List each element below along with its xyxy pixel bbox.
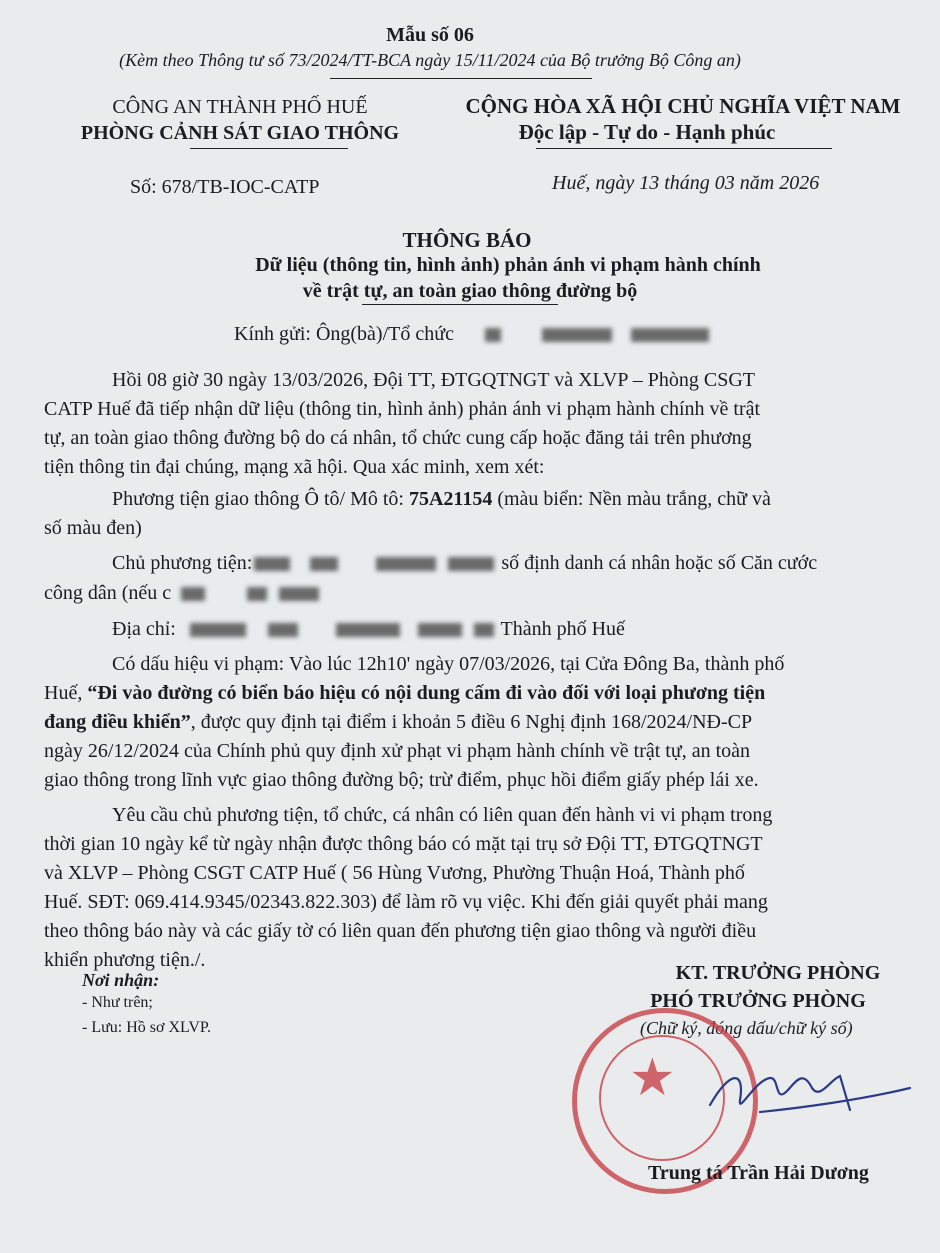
redacted-address: [268, 623, 298, 637]
signer-name: Trung tá Trần Hải Dương: [648, 1162, 869, 1184]
document-subtitle-line2: về trật tự, an toàn giao thông đường bộ: [302, 280, 638, 302]
violation-line1: Có dấu hiệu vi phạm: Vào lúc 12h10' ngày 07/03/2026, tại Cửa Đông Ba, thành phố: [112, 653, 785, 675]
national-motto: Độc lập - Tự do - Hạnh phúc: [518, 120, 776, 144]
request-line3: và XLVP – Phòng CSGT CATP Huế ( 56 Hùng Vương, Phường Thuận Hoá, Thành phố: [44, 862, 745, 884]
violation-line5: giao thông trong lĩnh vực giao thông đường bộ; trừ điểm, phục hồi điểm giấy phép lái xe.: [44, 769, 759, 791]
redacted-address: [336, 623, 400, 637]
redacted-recipient: [542, 328, 612, 342]
redacted-owner: [448, 557, 494, 571]
address-label: Địa chỉ:: [112, 618, 176, 640]
seal-star-icon: ★: [629, 1050, 676, 1107]
recipients-item-1: - Như trên;: [82, 994, 153, 1011]
violation-description: “Đi vào đường có biển báo hiệu có nội dung cấm đi vào đối với loại phương tiện: [87, 682, 766, 704]
request-line6: khiển phương tiện./.: [44, 949, 206, 971]
violation-line3: [44, 711, 752, 734]
recipient-label: Kính gửi: Ông(bà)/Tổ chức: [234, 323, 454, 345]
document-title: THÔNG BÁO: [402, 228, 532, 252]
vehicle-line: [112, 488, 771, 511]
violation-line2: [44, 682, 765, 705]
department-underline: [190, 148, 348, 149]
request-line1: Yêu cầu chủ phương tiện, tổ chức, cá nhân có liên quan đến hành vi vi phạm trong: [112, 804, 773, 826]
document-number: Số: 678/TB-IOC-CATP: [130, 176, 320, 198]
handwritten-signature: [700, 1050, 920, 1130]
para1-line3: tự, an toàn giao thông đường bộ do cá nhân, tổ chức cung cấp hoặc đăng tải trên phương: [44, 427, 752, 449]
document-subtitle-line1: Dữ liệu (thông tin, hình ảnh) phản ánh vi phạm hành chính: [255, 254, 761, 276]
vehicle-prefix: Phương tiện giao thông Ô tô/ Mô tô:: [112, 488, 409, 510]
signature-note: (Chữ ký, đóng dấu/chữ ký số): [640, 1018, 853, 1038]
owner-line2: [44, 582, 321, 605]
request-line2: thời gian 10 ngày kể từ ngày nhận được thông báo có mặt tại trụ sở Đội TT, ĐTGQTNGT: [44, 833, 763, 855]
para1-line2: CATP Huế đã tiếp nhận dữ liệu (thông tin, hình ảnh) phản ánh vi phạm hành chính về trật: [44, 398, 761, 420]
redacted-recipient: [485, 328, 501, 342]
form-number: Mẫu số 06: [386, 24, 474, 46]
recipients-item-2: - Lưu: Hồ sơ XLVP.: [82, 1019, 211, 1036]
recipient-line: [234, 323, 711, 346]
request-line5: theo thông báo này và các giấy tờ có liên quan đến phương tiện giao thông và người điều: [44, 920, 757, 942]
violation-line4: ngày 26/12/2024 của Chính phủ quy định xử phạt vi phạm hành chính về trật tự, an toàn: [44, 740, 751, 762]
address-line: [112, 618, 625, 641]
owner-label: Chủ phương tiện:: [112, 552, 253, 574]
address-city: Thành phố Huế: [500, 618, 625, 640]
redacted-id: [181, 587, 205, 601]
country-name: CỘNG HÒA XÃ HỘI CHỦ NGHĨA VIỆT NAM: [465, 94, 901, 118]
vehicle-line2: số màu đen): [44, 517, 142, 539]
redacted-address: [474, 623, 494, 637]
license-plate: 75A21154: [408, 488, 493, 510]
owner-suffix: số định danh cá nhân hoặc số Căn cước: [496, 552, 818, 574]
redacted-address: [190, 623, 246, 637]
header-divider: [330, 78, 592, 79]
violation-line3-rest: , được quy định tại điểm i khoản 5 điều 6 Nghị định 168/2024/NĐ-CP: [190, 711, 753, 733]
redacted-id: [247, 587, 267, 601]
department-name: PHÒNG CẢNH SÁT GIAO THÔNG: [80, 122, 400, 144]
violation-line2-prefix: Huế,: [44, 682, 88, 704]
agency-name: CÔNG AN THÀNH PHỐ HUẾ: [112, 96, 368, 118]
title-underline: [362, 304, 558, 305]
redacted-owner: [310, 557, 338, 571]
violation-description-end: đang điều khiển”: [44, 711, 191, 733]
para1-line1: Hồi 08 giờ 30 ngày 13/03/2026, Đội TT, ĐTGQTNGT và XLVP – Phòng CSGT: [112, 369, 755, 391]
redacted-owner: [254, 557, 290, 571]
motto-underline: [536, 148, 832, 149]
vehicle-suffix: (màu biển: Nền màu trắng, chữ và: [492, 488, 771, 510]
signature-role: PHÓ TRƯỞNG PHÒNG: [650, 990, 866, 1012]
place-and-date: Huế, ngày 13 tháng 03 năm 2026: [552, 172, 820, 194]
request-line4: Huế. SĐT: 069.414.9345/02343.822.303) để làm rõ vụ việc. Khi đến giải quyết phải mang: [44, 891, 768, 913]
redacted-id: [279, 587, 319, 601]
owner-line: [112, 552, 817, 575]
recipients-label: Nơi nhận:: [82, 970, 160, 990]
owner-line2-text: công dân (nếu c: [44, 582, 172, 604]
signature-kt: KT. TRƯỞNG PHÒNG: [675, 962, 881, 984]
redacted-address: [418, 623, 462, 637]
form-attachment-note: (Kèm theo Thông tư số 73/2024/TT-BCA ngày 15/11/2024 của Bộ trưởng Bộ Công an): [119, 50, 741, 70]
para1-line4: tiện thông tin đại chúng, mạng xã hội. Qua xác minh, xem xét:: [44, 456, 545, 478]
redacted-recipient: [631, 328, 709, 342]
redacted-owner: [376, 557, 436, 571]
